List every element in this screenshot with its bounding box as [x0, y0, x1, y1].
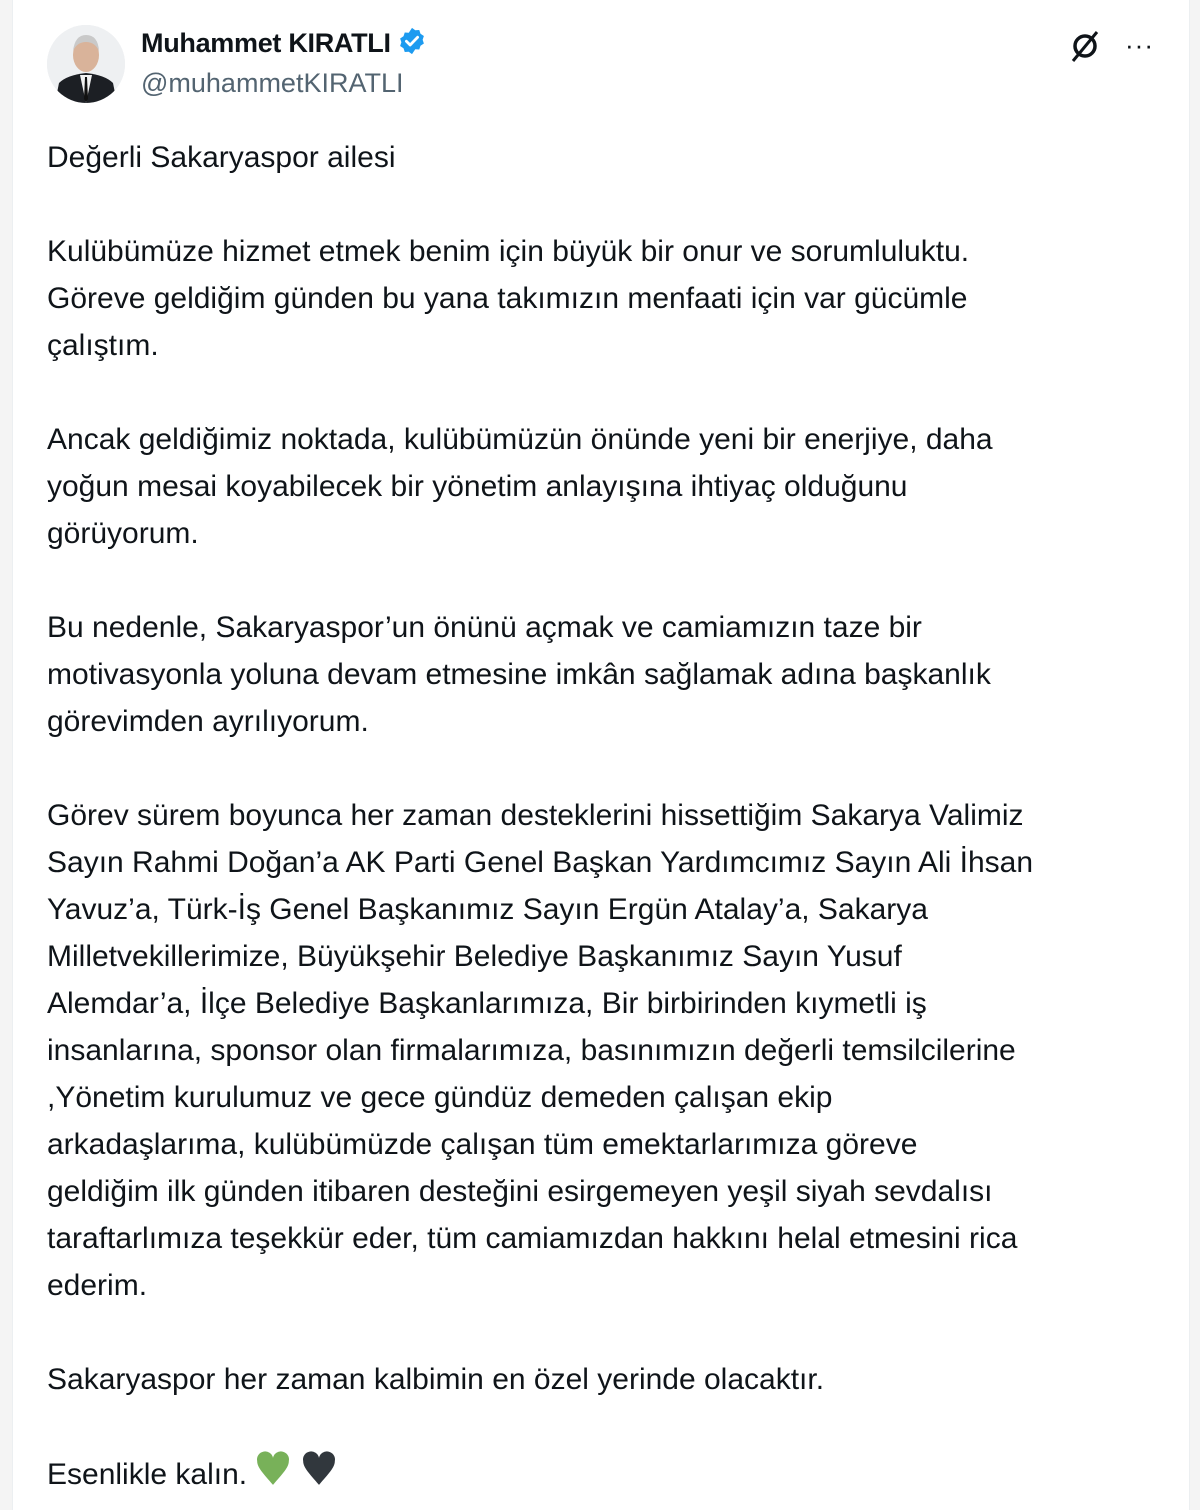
post-paragraph: [47, 416, 1033, 557]
text-line: insanlarına, sponsor olan firmalarımıza, basınımızın değerli temsilcilerine: [47, 1034, 1016, 1067]
author-name[interactable]: Muhammet KIRATLI: [141, 28, 391, 58]
text-line: Ancak geldiğimiz noktada, kulübümüzün önünde yeni bir enerjiye, daha: [47, 423, 993, 456]
avatar[interactable]: [47, 25, 125, 103]
more-options-button[interactable]: ···: [1125, 30, 1154, 60]
text-line: arkadaşlarıma, kulübümüzde çalışan tüm emektarlarımıza göreve: [47, 1128, 918, 1161]
text-line: çalıştım.: [47, 329, 159, 362]
text-line: Kulübümüze hizmet etmek benim için büyük bir onur ve sorumluluktu.: [47, 235, 970, 268]
text-line: ,Yönetim kurulumuz ve gece gündüz demeden çalışan ekip: [47, 1081, 833, 1114]
text-line: Değerli Sakaryaspor ailesi: [47, 141, 396, 174]
text-line: Sayın Rahmi Doğan’a AK Parti Genel Başkan Yardımcımız Sayın Ali İhsan: [47, 846, 1034, 879]
text-line: görüyorum.: [47, 517, 199, 550]
post-paragraph: [47, 1356, 1033, 1403]
post-paragraph: [47, 134, 1033, 181]
text-line: Göreve geldiğim günden bu yana takımızın menfaati için var gücümle: [47, 282, 968, 315]
text-line: Alemdar’a, İlçe Belediye Başkanlarımıza, Bir birbirinden kıymetli iş: [47, 987, 927, 1020]
post-paragraph: [47, 792, 1033, 1309]
text-line: görevimden ayrılıyorum.: [47, 705, 369, 738]
text-line: yoğun mesai koyabilecek bir yönetim anlayışına ihtiyaç olduğunu: [47, 470, 908, 503]
post-paragraph: [47, 604, 1033, 745]
text-line: Yavuz’a, Türk-İş Genel Başkanımız Sayın Ergün Atalay’a, Sakarya: [47, 893, 928, 926]
post-text: [47, 134, 1033, 1502]
text-line: motivasyonla yoluna devam etmesine imkân sağlamak adına başkanlık: [47, 658, 991, 691]
text-line: Milletvekillerimize, Büyükşehir Belediye Başkanımız Sayın Yusuf: [47, 940, 902, 973]
grok-icon[interactable]: [1067, 28, 1103, 69]
text-line: geldiğim ilk günden itibaren desteğini esirgemeyen yeşil siyah sevdalısı: [47, 1175, 993, 1208]
verified-badge-icon: [397, 26, 427, 61]
text-line: Sakaryaspor her zaman kalbimin en özel yerinde olacaktır.: [47, 1363, 825, 1396]
green-heart-icon: [253, 1450, 293, 1502]
text-line: Görev sürem boyunca her zaman desteklerini hissettiğim Sakarya Valimiz: [47, 799, 1024, 832]
closing-line: [47, 1450, 1033, 1502]
closing-text: Esenlikle kalın.: [47, 1457, 248, 1491]
author-name-row: [141, 26, 427, 61]
black-heart-icon: [299, 1450, 339, 1502]
post-paragraph: [47, 228, 1033, 369]
text-line: Bu nedenle, Sakaryaspor’un önünü açmak ve camiamızın taze bir: [47, 611, 922, 644]
text-line: ederim.: [47, 1269, 148, 1302]
post-card: [12, 0, 1190, 1510]
author-handle[interactable]: @muhammetKIRATLI: [141, 68, 404, 98]
text-line: taraftarlımıza teşekkür eder, tüm camiamızdan hakkını helal etmesini rica: [47, 1222, 1018, 1255]
